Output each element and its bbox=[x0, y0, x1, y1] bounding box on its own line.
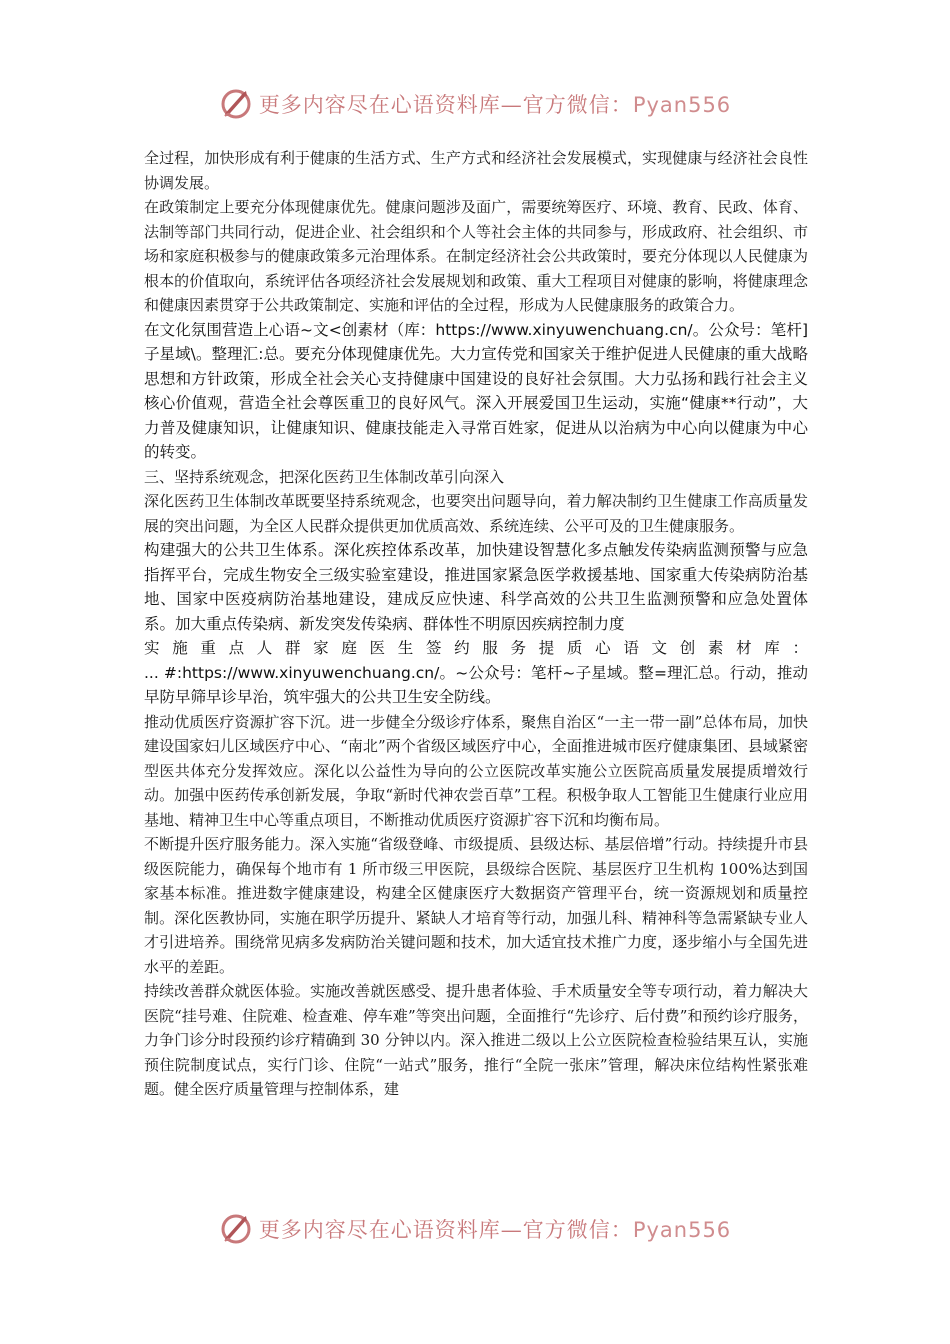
paragraph-4: 深化医药卫生体制改革既要坚持系统观念，也要突出问题导向，着力解决制约卫生健康工作高质量发展的突出问题，为全区人民群众提供更加优质高效、系统连续、公平可及的卫生健康服务。 bbox=[144, 492, 808, 535]
paragraph-1: 全过程，加快形成有利于健康的生活方式、生产方式和经济社会发展模式，实现健康与经济社会良性协调发展。 bbox=[144, 149, 808, 192]
header-banner-inner bbox=[219, 87, 731, 121]
paragraph-5: 构建强大的公共卫生体系。深化疾控体系改革，加快建设智慧化多点触发传染病监测预警与应急指挥平台，完成生物安全三级实验室建设，推进国家紧急医学救援基地、国家重大传染病防治基地、国家中医疫病防治基地建设，建成反应快速、科学高效的公共卫生监测预警和应急处置体系。加大重点传染病、新发突发传染病、群体性不明原因疾病控制力度 bbox=[144, 541, 808, 633]
brush-logo-icon bbox=[219, 1212, 253, 1246]
paragraph-6: 推动优质医疗资源扩容下沉。进一步健全分级诊疗体系，聚焦自治区“一主一带一副”总体布局，加快建设国家妇儿区域医疗中心、“南北”两个省级区域医疗中心，全面推进城市医疗健康集团、县域紧密型医共体充分发挥效应。深化以公益性为导向的公立医院改革实施公立医院高质量发展提质增效行动。加强中医药传承创新发展，争取“新时代神农尝百草”工程。积极争取人工智能卫生健康行业应用基地、精神卫生中心等重点项目，不断推动优质医疗资源扩容下沉和均衡布局。 bbox=[144, 712, 808, 829]
brush-logo-icon bbox=[219, 87, 253, 121]
header-banner-text bbox=[259, 89, 731, 119]
paragraph-8: 持续改善群众就医体验。实施改善就医感受、提升患者体验、手术质量安全等专项行动，着力解决大医院“挂号难、住院难、检查难、停车难”等突出问题，全面推行“先诊疗、后付费”和预约诊疗服务，力争门诊分时段预约诊疗精确到 30 分钟以内。深入推进二级以上公立医院检查检验结果互认，实施预住院制度试点，实行门诊、住院“一站式”服务，推行“全院一张床”管理，解决床位结构性紧张难题。健全医疗质量管理与控制体系，建 bbox=[144, 982, 808, 1098]
footer-banner-wechat: Pyan556 bbox=[632, 1218, 732, 1242]
paragraph-2: 在政策制定上要充分体现健康优先。健康问题涉及面广，需要统筹医疗、环境、教育、民政、体育、法制等部门共同行动，促进企业、社会组织和个人等社会主体的共同参与，形成政府、社会组织、市场和家庭积极参与的健康政策多元治理体系。在制定经济社会公共政策时，要充分体现以人民健康为根本的价值取向，系统评估各项经济社会发展规划和政策、重大工程项目对健康的影响，将健康理念和健康因素贯穿于公共政策制定、实施和评估的全过程，形成为人民健康服务的政策合力。 bbox=[144, 198, 808, 314]
header-banner bbox=[0, 84, 950, 124]
header-banner-label: 更多内容尽在心语资料库—官方微信： bbox=[258, 93, 633, 117]
paragraph-5-continued: ... #:https://www.xinyuwenchuang.cn/。~公众号：笔杆~子星域。整=理汇总。行动，推动早防早筛早诊早治，筑牢强大的公共卫生安全防线。 bbox=[144, 663, 808, 706]
section-heading: 三、坚持系统观念，把深化医药卫生体制改革引向深入 bbox=[144, 467, 505, 486]
footer-banner-text bbox=[259, 1214, 731, 1244]
paragraph-5-spread-line: 实施重点人群家庭医生签约服务提质心语文创素材库： bbox=[144, 639, 808, 657]
footer-banner-label: 更多内容尽在心语资料库—官方微信： bbox=[258, 1218, 633, 1242]
footer-banner-inner bbox=[219, 1212, 731, 1246]
paragraph-3: 在文化氛围营造上心语~文<创素材（库：https://www.xinyuwenchuang.cn/。公众号：笔杆]子星域\。整理汇:总。要充分体现健康优先。大力宣传党和国家关于维护促进人民健康的重大战略思想和方针政策，形成全社会关心支持健康中国建设的良好社会氛围。大力弘扬和践行社会主义核心价值观，营造全社会尊医重卫的良好风气。深入开展爱国卫生运动，实施“健康**行动”，大力普及健康知识，让健康知识、健康技能走入寻常百姓家，促进从以治病为中心向以健康为中心的转变。 bbox=[144, 320, 808, 461]
footer-banner bbox=[0, 1209, 950, 1249]
header-banner-wechat: Pyan556 bbox=[632, 93, 732, 117]
paragraph-7: 不断提升医疗服务能力。深入实施“省级登峰、市级提质、县级达标、基层倍增”行动。持续提升市县级医院能力，确保每个地市有 1 所市级三甲医院，县级综合医院、基层医疗卫生机构 100%达到国家基本标准。推进数字健康建设，构建全区健康医疗大数据资产管理平台，统一资源规划和质量控制。深化医教协同，实施在职学历提升、紧缺人才培育等行动，加强儿科、精神科等急需紧缺专业人才引进培养。围绕常见病多发病防治关键问题和技术，加大适宜技术推广力度，逐步缩小与全国先进水平的差距。 bbox=[144, 835, 808, 976]
document-body bbox=[144, 146, 808, 1102]
